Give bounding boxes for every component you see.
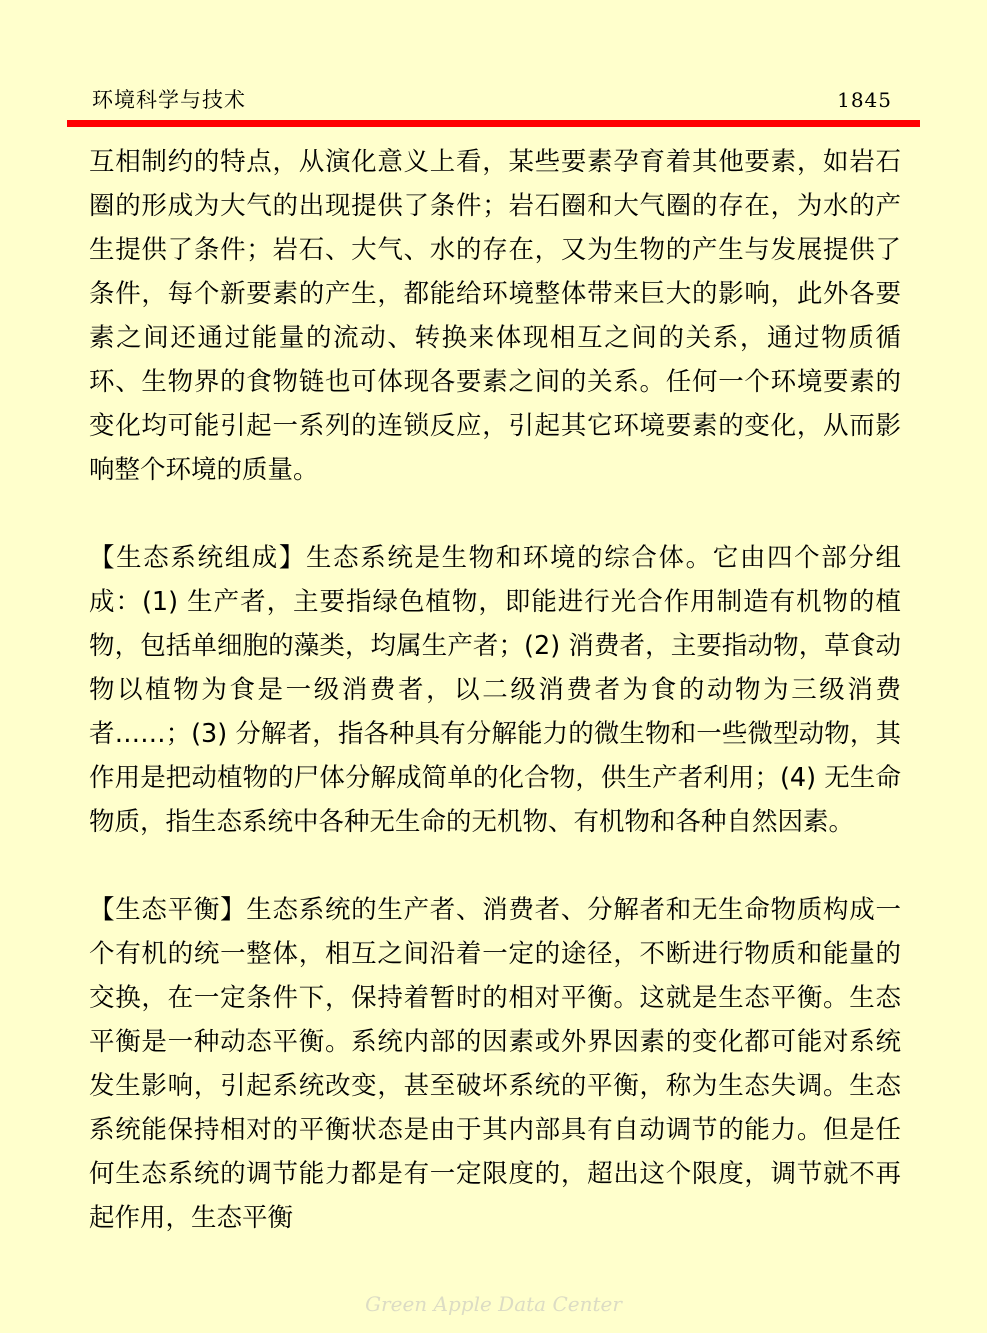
paragraph-continued: [89, 140, 901, 492]
body-text: [89, 140, 901, 1240]
entry-term: 【生态系统组成】: [89, 543, 306, 573]
paragraph-text: 生态系统的生产者、消费者、分解者和无生命物质构成一个有机的统一整体，相互之间沿着一定的途径，不断进行物质和能量的交换，在一定条件下，保持着暂时的相对平衡。这就是生态平衡。生态平衡是一种动态平衡。系统内部的因素或外界因素的变化都可能对系统发生影响，引起系统改变，甚至破坏系统的平衡，称为生态失调。生态系统能保持相对的平衡状态是由于其内部具有自动调节的能力。但是任何生态系统的调节能力都是有一定限度的，超出这个限度，调节就不再起作用，生态平衡: [89, 895, 901, 1233]
running-head: 环境科学与技术: [92, 88, 246, 112]
paragraph-ecological-balance: [89, 888, 901, 1240]
page-number: 1845: [837, 88, 892, 112]
watermark: Green Apple Data Center: [365, 1292, 622, 1316]
entry-term: 【生态平衡】: [89, 895, 247, 925]
paragraph-text: 生态系统是生物和环境的综合体。它由四个部分组成：(1) 生产者，主要指绿色植物，即能进行光合作用制造有机物的植物，包括单细胞的藻类，均属生产者；(2) 消费者，主要指动物，草食动物以植物为食是一级消费者，以二级消费者为食的动物为三级消费者……；(3) 分解者，指各种具有分解能力的微生物和一些微型动物，其作用是把动植物的尸体分解成简单的化合物，供生产者利用；(4) 无生命物质，指生态系统中各种无生命的无机物、有机物和各种自然因素。: [89, 543, 901, 837]
header-rule: [67, 120, 920, 127]
paragraph-ecosystem-composition: [89, 536, 901, 844]
paragraph-text: 互相制约的特点，从演化意义上看，某些要素孕育着其他要素，如岩石圈的形成为大气的出现提供了条件；岩石圈和大气圈的存在，为水的产生提供了条件；岩石、大气、水的存在，又为生物的产生与发展提供了条件，每个新要素的产生，都能给环境整体带来巨大的影响，此外各要素之间还通过能量的流动、转换来体现相互之间的关系，通过物质循环、生物界的食物链也可体现各要素之间的关系。任何一个环境要素的变化均可能引起一系列的连锁反应，引起其它环境要素的变化，从而影响整个环境的质量。: [89, 147, 901, 485]
